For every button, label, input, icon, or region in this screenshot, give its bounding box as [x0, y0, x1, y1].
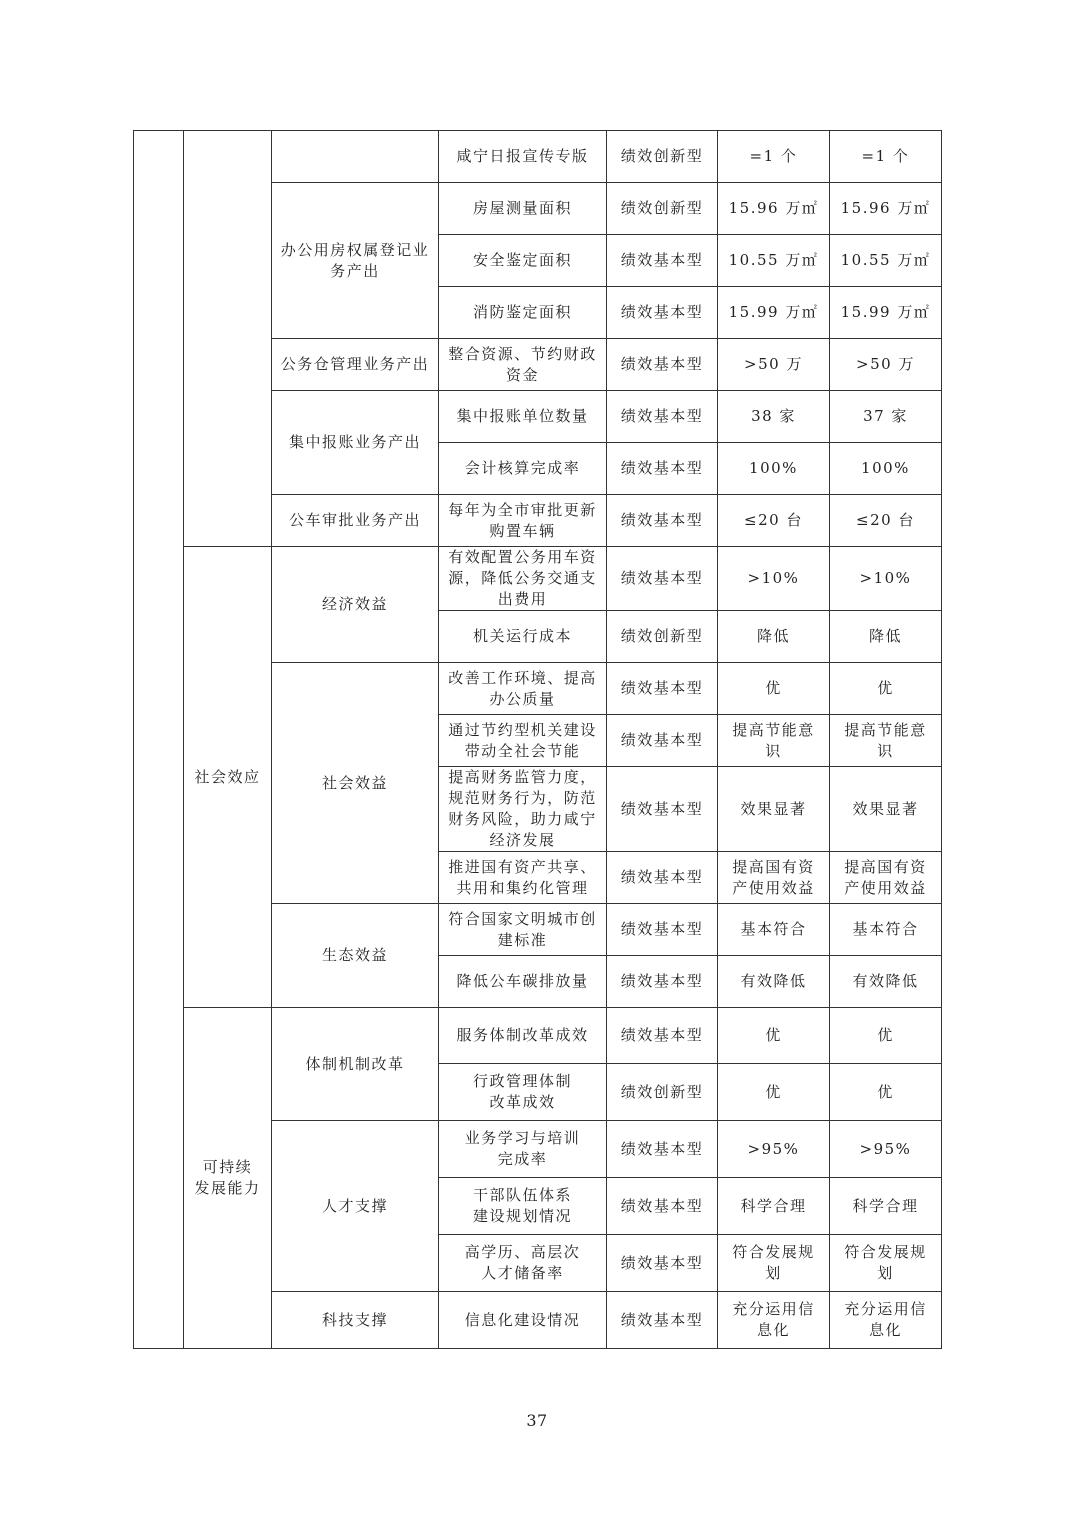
indicator-type-cell: 绩效基本型 — [607, 715, 718, 767]
indicator-name-cell: 有效配置公务用车资源，降低公务交通支出费用 — [439, 547, 607, 611]
indicator-type-cell: 绩效基本型 — [607, 767, 718, 852]
indicator-name-cell: 符合国家文明城市创建标准 — [439, 904, 607, 956]
level3-indicator-cell: 公车审批业务产出 — [272, 495, 439, 547]
indicator-name-cell: 高学历、高层次 人才储备率 — [439, 1235, 607, 1292]
indicator-type-cell: 绩效基本型 — [607, 852, 718, 904]
actual-value-cell: 10.55 万㎡ — [830, 235, 942, 287]
target-value-cell: >50 万 — [718, 339, 830, 391]
target-value-cell: 15.96 万㎡ — [718, 183, 830, 235]
indicator-type-cell: 绩效基本型 — [607, 1178, 718, 1235]
indicator-type-cell: 绩效基本型 — [607, 547, 718, 611]
indicator-type-cell: 绩效基本型 — [607, 904, 718, 956]
target-value-cell: 优 — [718, 1064, 830, 1121]
target-value-cell: 科学合理 — [718, 1178, 830, 1235]
level2-indicator-cell: 可持续 发展能力 — [184, 1008, 272, 1349]
actual-value-cell: >10% — [830, 547, 942, 611]
actual-value-cell: 降低 — [830, 611, 942, 663]
target-value-cell: 提高节能意识 — [718, 715, 830, 767]
actual-value-cell: 符合发展规划 — [830, 1235, 942, 1292]
target-value-cell: 效果显著 — [718, 767, 830, 852]
target-value-cell: 符合发展规划 — [718, 1235, 830, 1292]
target-value-cell: 降低 — [718, 611, 830, 663]
performance-indicator-table — [133, 130, 942, 1349]
table-row — [134, 547, 942, 611]
target-value-cell: >95% — [718, 1121, 830, 1178]
target-value-cell: 38 家 — [718, 391, 830, 443]
indicator-name-cell: 会计核算完成率 — [439, 443, 607, 495]
actual-value-cell: >50 万 — [830, 339, 942, 391]
indicator-type-cell: 绩效基本型 — [607, 1121, 718, 1178]
target-value-cell: 提高国有资产使用效益 — [718, 852, 830, 904]
target-value-cell: 基本符合 — [718, 904, 830, 956]
indicator-type-cell: 绩效基本型 — [607, 287, 718, 339]
actual-value-cell: 提高国有资产使用效益 — [830, 852, 942, 904]
actual-value-cell: 15.99 万㎡ — [830, 287, 942, 339]
indicator-type-cell: 绩效基本型 — [607, 663, 718, 715]
target-value-cell: ≤20 台 — [718, 495, 830, 547]
target-value-cell: 10.55 万㎡ — [718, 235, 830, 287]
indicator-type-cell: 绩效基本型 — [607, 1235, 718, 1292]
target-value-cell: >10% — [718, 547, 830, 611]
indicator-name-cell: 信息化建设情况 — [439, 1292, 607, 1349]
actual-value-cell: 科学合理 — [830, 1178, 942, 1235]
level3-indicator-cell: 人才支撑 — [272, 1121, 439, 1292]
indicator-name-cell: 咸宁日报宣传专版 — [439, 131, 607, 183]
actual-value-cell: 优 — [830, 663, 942, 715]
indicator-type-cell: 绩效基本型 — [607, 391, 718, 443]
actual-value-cell: ≤20 台 — [830, 495, 942, 547]
indicator-name-cell: 安全鉴定面积 — [439, 235, 607, 287]
indicator-type-cell: 绩效创新型 — [607, 611, 718, 663]
actual-value-cell: =1 个 — [830, 131, 942, 183]
level2-indicator-cell: 社会效应 — [184, 547, 272, 1008]
indicator-name-cell: 机关运行成本 — [439, 611, 607, 663]
target-value-cell: 优 — [718, 1008, 830, 1064]
actual-value-cell: 100% — [830, 443, 942, 495]
actual-value-cell: 有效降低 — [830, 956, 942, 1008]
indicator-name-cell: 提高财务监管力度，规范财务行为，防范财务风险，助力咸宁经济发展 — [439, 767, 607, 852]
indicator-name-cell: 行政管理体制 改革成效 — [439, 1064, 607, 1121]
table-row — [134, 131, 942, 183]
target-value-cell: 15.99 万㎡ — [718, 287, 830, 339]
level3-indicator-cell: 办公用房权属登记业务产出 — [272, 183, 439, 339]
indicator-name-cell: 集中报账单位数量 — [439, 391, 607, 443]
actual-value-cell: 提高节能意识 — [830, 715, 942, 767]
page-number: 37 — [526, 1411, 548, 1430]
level3-indicator-cell — [272, 131, 439, 183]
actual-value-cell: 基本符合 — [830, 904, 942, 956]
level3-indicator-cell: 集中报账业务产出 — [272, 391, 439, 495]
actual-value-cell: 充分运用信息化 — [830, 1292, 942, 1349]
indicator-name-cell: 整合资源、节约财政资金 — [439, 339, 607, 391]
indicator-name-cell: 推进国有资产共享、共用和集约化管理 — [439, 852, 607, 904]
actual-value-cell: 优 — [830, 1064, 942, 1121]
indicator-name-cell: 干部队伍体系 建设规划情况 — [439, 1178, 607, 1235]
indicator-name-cell: 通过节约型机关建设带动全社会节能 — [439, 715, 607, 767]
target-value-cell: 充分运用信息化 — [718, 1292, 830, 1349]
indicator-name-cell: 房屋测量面积 — [439, 183, 607, 235]
indicator-name-cell: 消防鉴定面积 — [439, 287, 607, 339]
indicator-type-cell: 绩效基本型 — [607, 956, 718, 1008]
level3-indicator-cell: 生态效益 — [272, 904, 439, 1008]
indicator-name-cell: 服务体制改革成效 — [439, 1008, 607, 1064]
indicator-type-cell: 绩效基本型 — [607, 339, 718, 391]
indicator-type-cell: 绩效基本型 — [607, 1292, 718, 1349]
table-row — [134, 1008, 942, 1064]
level2-indicator-cell — [184, 131, 272, 547]
actual-value-cell: 15.96 万㎡ — [830, 183, 942, 235]
indicator-name-cell: 改善工作环境、提高办公质量 — [439, 663, 607, 715]
level3-indicator-cell: 经济效益 — [272, 547, 439, 663]
indicator-type-cell: 绩效基本型 — [607, 235, 718, 287]
actual-value-cell: >95% — [830, 1121, 942, 1178]
level1-indicator-cell — [134, 131, 184, 1349]
indicator-type-cell: 绩效创新型 — [607, 131, 718, 183]
indicator-type-cell: 绩效创新型 — [607, 1064, 718, 1121]
indicator-type-cell: 绩效基本型 — [607, 495, 718, 547]
level3-indicator-cell: 社会效益 — [272, 663, 439, 904]
level3-indicator-cell: 科技支撑 — [272, 1292, 439, 1349]
indicator-name-cell: 降低公车碳排放量 — [439, 956, 607, 1008]
actual-value-cell: 优 — [830, 1008, 942, 1064]
indicator-type-cell: 绩效基本型 — [607, 1008, 718, 1064]
target-value-cell: 有效降低 — [718, 956, 830, 1008]
indicator-name-cell: 每年为全市审批更新购置车辆 — [439, 495, 607, 547]
level3-indicator-cell: 体制机制改革 — [272, 1008, 439, 1121]
target-value-cell: =1 个 — [718, 131, 830, 183]
indicator-type-cell: 绩效基本型 — [607, 443, 718, 495]
target-value-cell: 100% — [718, 443, 830, 495]
indicator-name-cell: 业务学习与培训 完成率 — [439, 1121, 607, 1178]
indicator-type-cell: 绩效创新型 — [607, 183, 718, 235]
level3-indicator-cell: 公务仓管理业务产出 — [272, 339, 439, 391]
target-value-cell: 优 — [718, 663, 830, 715]
actual-value-cell: 效果显著 — [830, 767, 942, 852]
actual-value-cell: 37 家 — [830, 391, 942, 443]
